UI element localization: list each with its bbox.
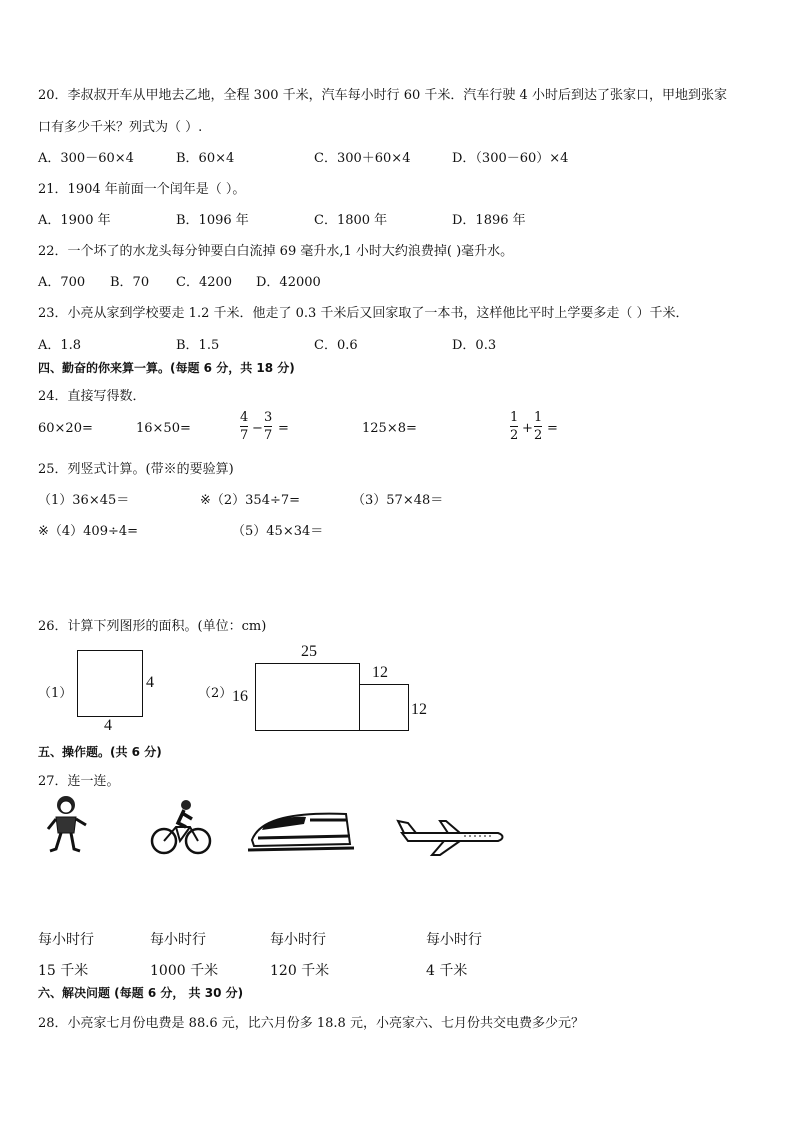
q23-stem: 23．小亮从家到学校要走 1.2 千米．他走了 0.3 千米后又回家取了一本书，这样他比平时上学要多走（ ）千米． [38,306,689,321]
large-rectangle-shape [255,663,360,731]
q27-label-1: 每小时行 [38,932,94,948]
q20-option-b: B．60×4 [176,151,235,166]
operator: − [252,421,263,436]
small-height-label: 12 [411,701,427,718]
q27-label-2: 每小时行 [150,932,206,948]
section-4-heading: 四、勤奋的你来算一算。(每题 6 分，共 18 分) [38,361,295,375]
equals: = [547,421,558,436]
q20-stem-line1: 20．李叔叔开车从甲地去乙地，全程 300 千米，汽车每小时行 60 千米．汽车行驶 4 小时后到达了张家口，甲地到张家 [38,88,727,103]
q26-stem: 26．计算下列图形的面积。(单位：cm) [38,619,267,634]
denominator: 2 [534,428,543,443]
q23-option-d: D．0.3 [452,338,497,353]
q27-speed-1: 15 千米 [38,963,89,979]
q25-item-4: ※（4）409÷4= [38,524,139,539]
q20-stem-line2: 口有多少千米？列式为（ ）. [38,120,203,135]
q21-option-a: A．1900 年 [38,213,111,228]
cyclist-icon [150,797,212,857]
train-icon [246,808,356,854]
q22-option-b: B．70 [110,275,150,290]
q23-option-a: A．1.8 [38,338,82,353]
q27-speed-4: 4 千米 [426,963,468,979]
q22-option-c: C．4200 [176,275,233,290]
figure-label: （2） [198,686,233,701]
q25-item-1: （1）36×45＝ [38,493,130,508]
q20-option-c: C．300＋60×4 [314,151,411,166]
fraction [240,410,248,443]
equals: = [278,421,289,436]
walking-girl-icon [40,793,92,855]
q24-item-3: 125×8= [362,421,417,436]
q27-label-4: 每小时行 [426,932,482,948]
fraction [264,410,272,443]
fraction [534,410,542,443]
q24-item-2: 16×50= [136,421,191,436]
q27-stem: 27．连一连。 [38,774,120,789]
denominator: 7 [264,428,273,443]
q27-label-3: 每小时行 [270,932,326,948]
q22-option-a: A．700 [38,275,86,290]
q24-stem: 24．直接写得数． [38,389,146,404]
q20-option-a: A．300－60×4 [38,151,134,166]
q20-option-d: D．（300－60）×4 [452,151,569,166]
q21-option-c: C．1800 年 [314,213,388,228]
side-length-label: 4 [146,674,154,691]
q25-stem: 25．列竖式计算。(带※的要验算) [38,462,234,477]
numerator: 3 [264,410,273,425]
denominator: 7 [240,428,249,443]
q28-stem: 28．小亮家七月份电费是 88.6 元，比六月份多 18.8 元，小亮家六、七月份共交电费多少元？ [38,1016,584,1031]
q25-item-2: ※（2）354÷7= [200,493,301,508]
side-length-label: 4 [104,717,112,734]
q21-option-b: B．1096 年 [176,213,249,228]
numerator: 4 [240,410,249,425]
numerator: 1 [510,410,519,425]
numerator: 1 [534,410,543,425]
q23-option-b: B．1.5 [176,338,220,353]
q21-option-d: D．1896 年 [452,213,526,228]
airplane-icon [394,815,506,857]
operator: + [522,421,533,436]
q21-stem: 21．1904 年前面一个闰年是（ ）。 [38,182,246,197]
q27-speed-3: 120 千米 [270,963,330,979]
q25-item-5: （5）45×34＝ [232,524,324,539]
section-6-heading: 六、解决问题 (每题 6 分， 共 30 分) [38,986,244,1000]
square-shape [77,650,143,717]
width-label: 25 [301,643,317,660]
q25-item-3: （3）57×48＝ [352,493,444,508]
q22-option-d: D．42000 [256,275,321,290]
denominator: 2 [510,428,519,443]
q23-option-c: C．0.6 [314,338,358,353]
q24-item-1: 60×20= [38,421,93,436]
q27-speed-2: 1000 千米 [150,963,219,979]
figure-label: （1） [38,686,73,701]
section-5-heading: 五、操作题。(共 6 分) [38,745,162,759]
small-square-shape [359,684,409,731]
q22-stem: 22．一个坏了的水龙头每分钟要白白流掉 69 毫升水,1 小时大约浪费掉( )毫升水。 [38,244,514,259]
fraction [510,410,518,443]
height-label: 16 [232,688,248,705]
small-width-label: 12 [372,664,388,681]
